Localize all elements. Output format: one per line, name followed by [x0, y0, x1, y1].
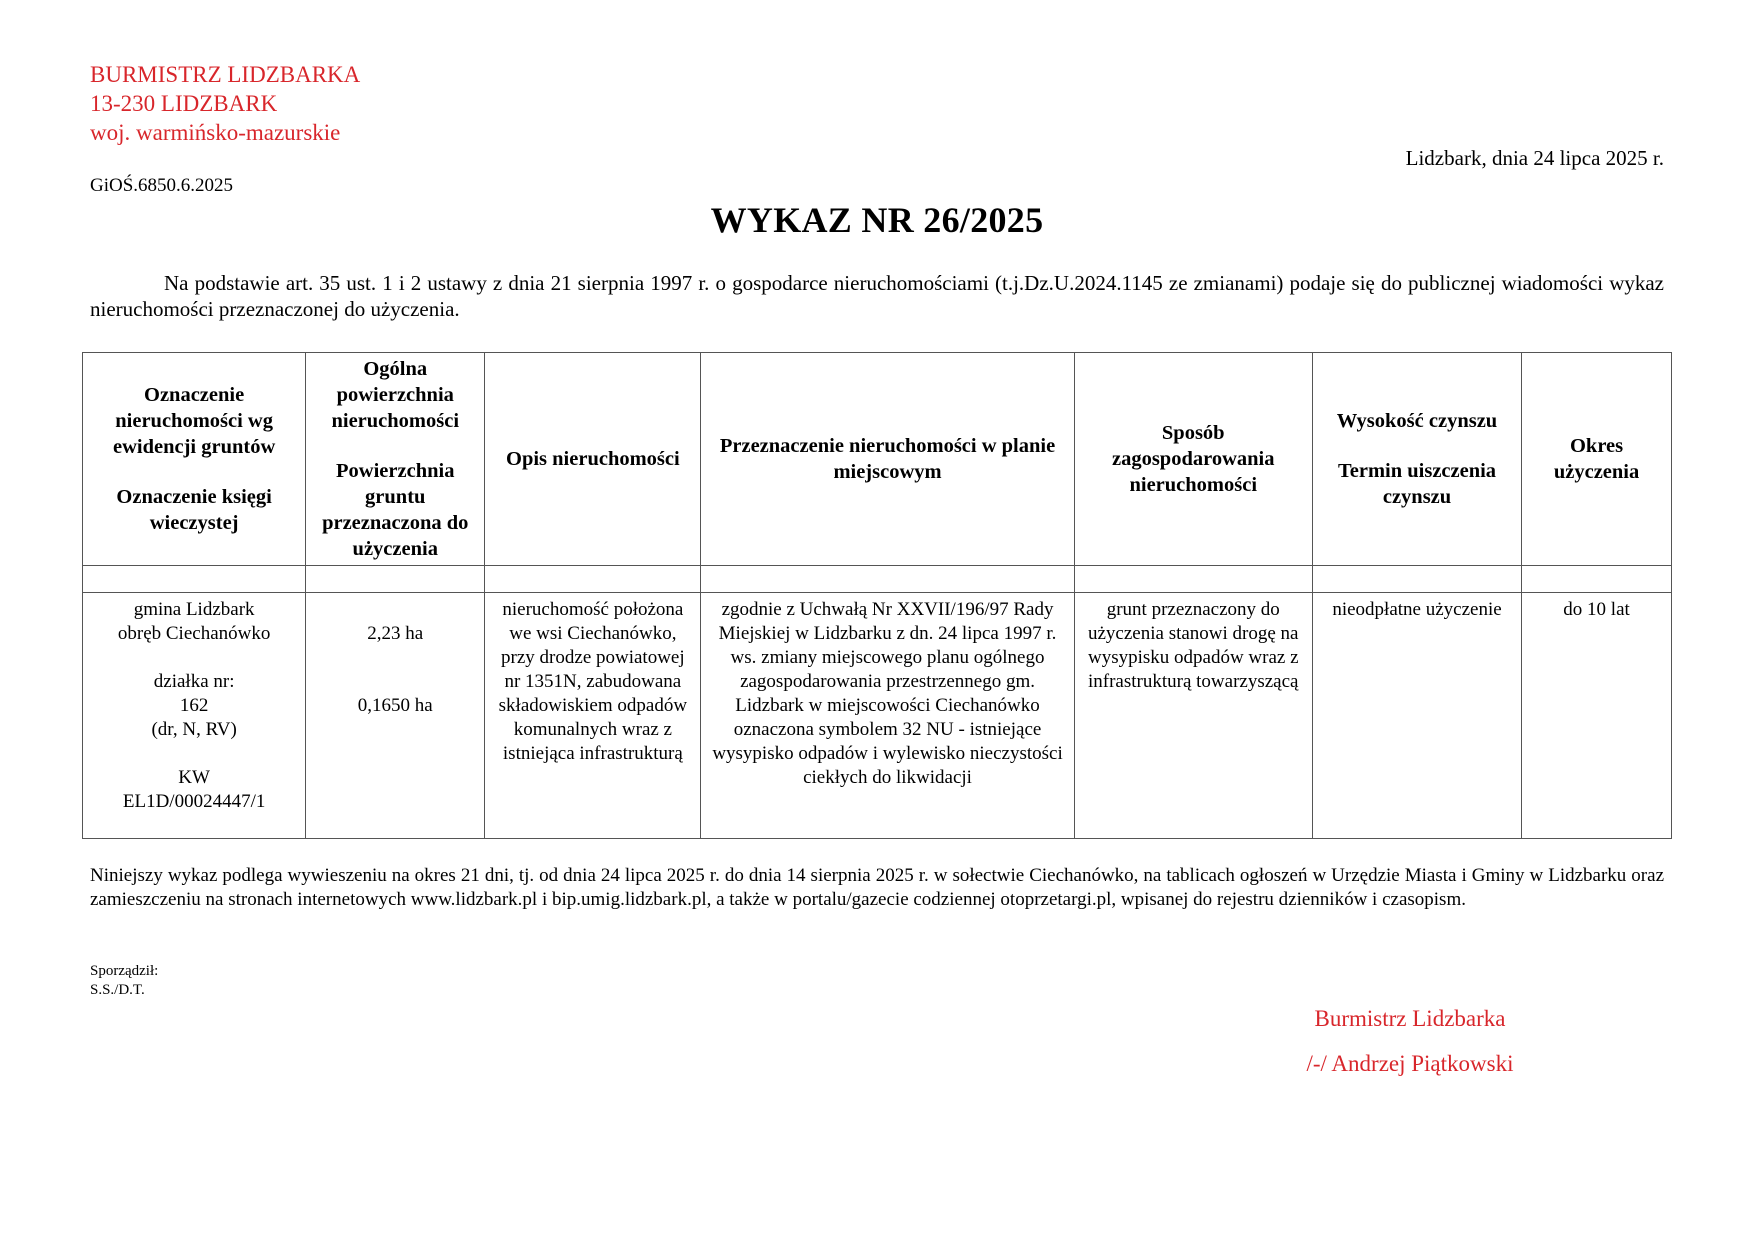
plot-classes: (dr, N, RV): [151, 719, 237, 740]
issuer-name: BURMISTRZ LIDZBARKA: [90, 62, 361, 87]
prepared-by-initials: S.S./D.T.: [90, 982, 145, 998]
spacer-cell: [1074, 566, 1312, 593]
issuer-postal: 13-230 LIDZBARK: [90, 91, 278, 116]
header-col1-top: Oznaczenie nieruchomości wg ewidencji gruntów: [112, 384, 276, 458]
place-date: Lidzbark, dnia 24 lipca 2025 r.: [1405, 146, 1664, 170]
spacer-cell: [1522, 566, 1672, 593]
lent-area: 0,1650 ha: [357, 695, 433, 716]
prepared-by-label: Sporządził:: [90, 963, 159, 979]
header-description: Opis nieruchomości: [485, 353, 701, 566]
spacer-cell: [306, 566, 485, 593]
prepared-by: [90, 962, 158, 1000]
table-row: [83, 593, 1672, 839]
case-number: GiOŚ.6850.6.2025: [90, 175, 234, 196]
plot-number: 162: [179, 695, 209, 716]
spacer-cell: [485, 566, 701, 593]
spacer-cell: [701, 566, 1074, 593]
cell-area: [306, 593, 485, 839]
cell-usage: grunt przeznaczony do użyczenia stanowi drogę na wysypisku odpadów wraz z infrastrukturą towarzyszącą: [1074, 593, 1312, 839]
spacer-cell: [83, 566, 306, 593]
issuer-block: [90, 60, 360, 147]
kw-number: EL1D/00024447/1: [122, 791, 266, 812]
signature-block: [1270, 996, 1550, 1086]
header-col2-bottom: Powierzchnia gruntu przeznaczona do użyczenia: [322, 460, 469, 560]
posting-note: Niniejszy wykaz podlega wywieszeniu na okres 21 dni, tj. od dnia 24 lipca 2025 r. do dnia 14 sierpnia 2025 r. w sołectwie Ciechanówko, na tablicach ogłoszeń w Urzędzie Miasta i Gminy w Lidzbarku oraz zamieszczeniu na stronach internetowych www.lidzbark.pl i bip.umig.lidzbark.pl, a także w portalu/gazecie codziennej otoprzetargi.pl, wpisanej do rejestru dzienników i czasopism.: [90, 865, 1664, 910]
header-area: [306, 353, 485, 566]
cell-zoning: zgodnie z Uchwałą Nr XXVII/196/97 Rady Miejskiej w Lidzbarku z dn. 24 lipca 1997 r. ws. zmiany miejscowego planu ogólnego zagospodarowania przestrzennego gm. Lidzbark w miejscowości Ciechanówko oznaczona symbolem 32 NU - istniejące wysypisko odpadów i wylewisko nieczystości ciekłych do likwidacji: [701, 593, 1074, 839]
header-col6-bottom: Termin uiszczenia czynszu: [1337, 460, 1497, 508]
municipality: gmina Lidzbark: [133, 599, 255, 620]
header-rent: [1312, 353, 1521, 566]
cell-description: nieruchomość położona we wsi Ciechanówko, przy drodze powiatowej nr 1351N, zabudowana składowiskiem odpadów komunalnych wraz z istniejąca infrastrukturą: [485, 593, 701, 839]
property-table: [82, 352, 1672, 839]
header-col6-top: Wysokość czynszu: [1336, 410, 1498, 432]
precinct: obręb Ciechanówko: [117, 623, 271, 644]
plot-label: działka nr:: [153, 671, 235, 692]
spacer-cell: [1312, 566, 1521, 593]
issuer-region: woj. warmińsko-mazurskie: [90, 120, 341, 145]
header-col2-top: Ogólna powierzchnia nieruchomości: [331, 358, 460, 432]
header-land-registry: [83, 353, 306, 566]
kw-label: KW: [178, 767, 210, 788]
total-area: 2,23 ha: [367, 623, 424, 644]
table-spacer-row: [83, 566, 1672, 593]
intro-paragraph: Na podstawie art. 35 ust. 1 i 2 ustawy z dnia 21 sierpnia 1997 r. o gospodarce nieruchomościami (t.j.Dz.U.2024.1145 ze zmianami) podaje się do publicznej wiadomości wykaz nieruchomości przeznaczonej do użyczenia.: [90, 271, 1664, 321]
header-col1-bottom: Oznaczenie księgi wieczystej: [116, 486, 272, 534]
signature-name: /-/ Andrzej Piątkowski: [1306, 1051, 1514, 1076]
header-zoning: Przeznaczenie nieruchomości w planie miejscowym: [701, 353, 1074, 566]
cell-rent: nieodpłatne użyczenie: [1312, 593, 1521, 839]
cell-period: do 10 lat: [1522, 593, 1672, 839]
document-title: WYKAZ NR 26/2025: [710, 200, 1044, 240]
signature-office: Burmistrz Lidzbarka: [1314, 1006, 1506, 1031]
header-period: Okres użyczenia: [1522, 353, 1672, 566]
header-usage: Sposób zagospodarowania nieruchomości: [1074, 353, 1312, 566]
cell-land-registry: [83, 593, 306, 839]
table-header-row: [83, 353, 1672, 566]
